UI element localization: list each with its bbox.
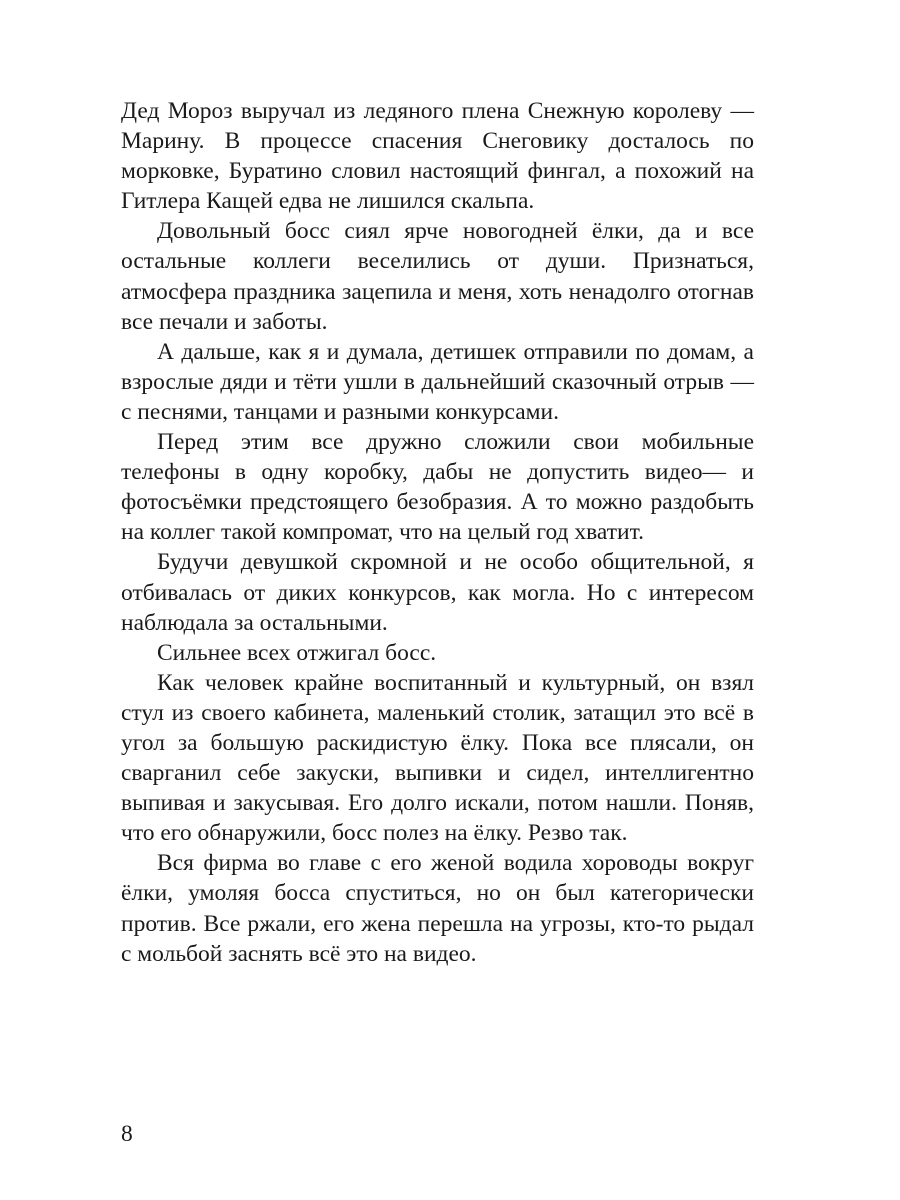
paragraph: А дальше, как я и думала, детишек отправили по домам, а взрослые дяди и тёти ушли в дальнейший сказочный отрыв — с песнями, танцами и разными конкурсами. [121, 338, 754, 425]
paragraph: Перед этим все дружно сложили свои мобильные телефоны в одну коробку, дабы не допустить видео— и фотосъёмки предстоящего безобразия. А то можно раздобыть на коллег такой компромат, что на целый год хватит. [121, 429, 754, 546]
book-page-body [121, 96, 754, 969]
page-number: 8 [121, 1121, 133, 1147]
paragraph-continuation: Дед Мороз выручал из ледяного плена Снежную королеву — Марину. В процессе спасения Снеговику досталось по морковке, Буратино словил настоящий фингал, а похожий на Гитлера Кащей едва не лишился скальпа. [121, 98, 754, 215]
paragraph: Вся фирма во главе с его женой водила хороводы вокруг ёлки, умоляя босса спуститься, но он был категорически против. Все ржали, его жена перешла на угрозы, кто-то рыдал с мольбой заснять всё это на видео. [121, 850, 754, 967]
paragraph: Как человек крайне воспитанный и культурный, он взял стул из своего кабинета, маленький столик, затащил это всё в угол за большую раскидистую ёлку. Пока все плясали, он сварганил себе закуски, выпивки и сидел, интеллигентно выпивая и закусывая. Его долго искали, потом нашли. Поняв, что его обнаружили, босс полез на ёлку. Резво так. [121, 669, 754, 847]
paragraph: Довольный босс сиял ярче новогодней ёлки, да и все остальные коллеги веселились от души. Признаться, атмосфера праздника зацепила и меня, хоть ненадолго отогнав все печали и заботы. [121, 218, 754, 335]
paragraph: Будучи девушкой скромной и не особо общительной, я отбивалась от диких конкурсов, как могла. Но с интересом наблюдала за остальными. [121, 549, 754, 636]
paragraph: Сильнее всех отжигал босс. [157, 639, 437, 666]
